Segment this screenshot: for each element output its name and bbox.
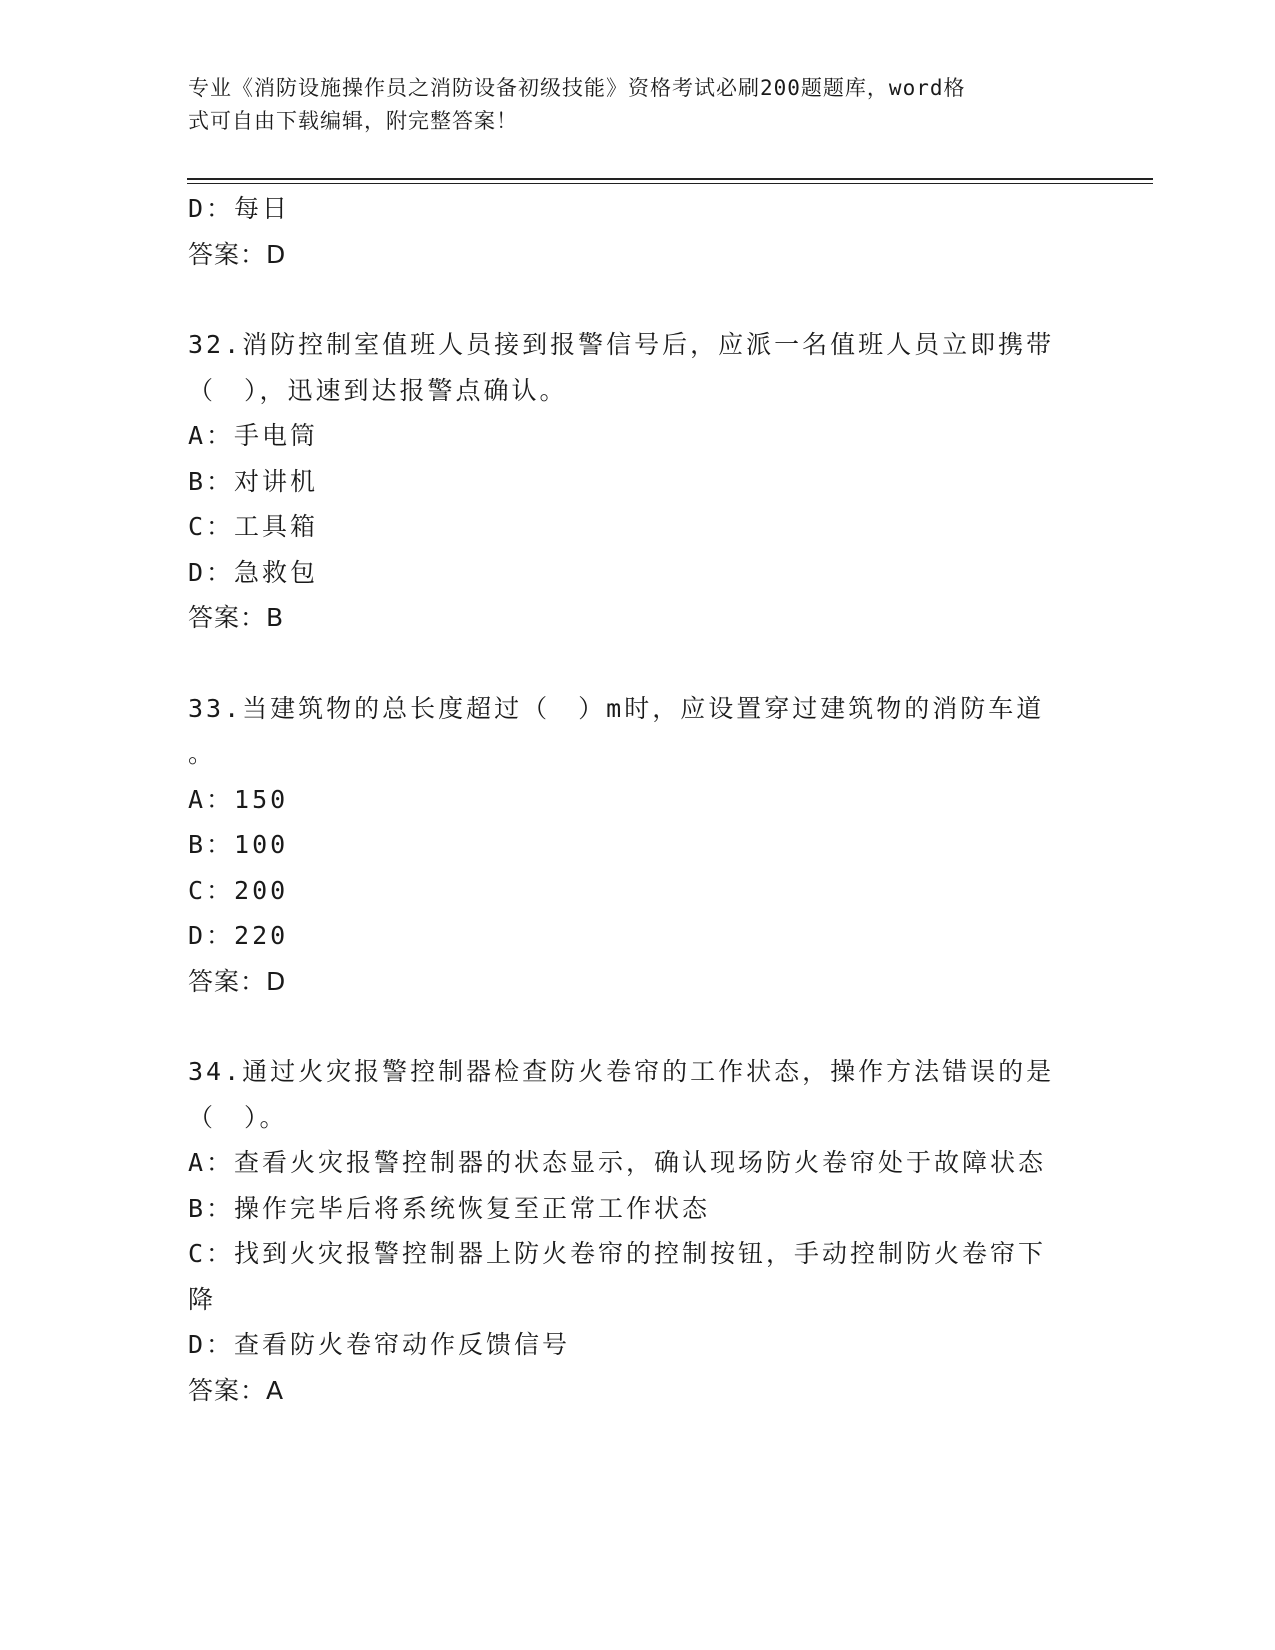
question-33 — [188, 686, 1088, 1005]
question-stem: 32.消防控制室值班人员接到报警信号后，应派一名值班人员立即携带 — [188, 330, 1055, 359]
spacer — [188, 277, 1088, 322]
answer-line: 答案：B — [188, 603, 285, 632]
option-b: B：操作完毕后将系统恢复至正常工作状态 — [188, 1193, 711, 1223]
option-d: D：220 — [188, 921, 289, 950]
question-stem: 34.通过火灾报警控制器检查防火卷帘的工作状态，操作方法错误的是 — [188, 1057, 1055, 1086]
question-stem-continued: 。 — [188, 739, 217, 768]
answer-line: 答案：A — [188, 1375, 285, 1405]
answer-line: 答案：D — [188, 239, 287, 269]
option-b: B：100 — [188, 830, 289, 859]
previous-question-tail — [188, 186, 1088, 277]
spacer — [188, 1004, 1088, 1049]
question-34 — [188, 1049, 1088, 1413]
option-d: D：急救包 — [188, 557, 319, 587]
header-divider-thin — [187, 183, 1153, 184]
document-header — [188, 72, 1068, 138]
question-stem-continued: （ ）。 — [188, 1102, 288, 1132]
option-d: D：每日 — [188, 194, 291, 223]
question-stem: 33.当建筑物的总长度超过（ ）m时，应设置穿过建筑物的消防车道 — [188, 693, 1045, 723]
option-d: D：查看防火卷帘动作反馈信号 — [188, 1330, 571, 1359]
question-32 — [188, 322, 1088, 641]
option-c-continued: 降 — [188, 1284, 217, 1314]
header-line-2: 式可自由下载编辑，附完整答案！ — [188, 109, 518, 133]
option-c: C：找到火灾报警控制器上防火卷帘的控制按钮，手动控制防火卷帘下 — [188, 1239, 1047, 1268]
option-b: B：对讲机 — [188, 466, 319, 496]
option-a: A：手电筒 — [188, 421, 319, 450]
option-c: C：工具箱 — [188, 512, 319, 541]
option-a: A：查看火灾报警控制器的状态显示，确认现场防火卷帘处于故障状态 — [188, 1148, 1047, 1177]
header-line-1: 专业《消防设施操作员之消防设备初级技能》资格考试必刷200题题库，word格 — [188, 76, 966, 100]
option-a: A：150 — [188, 784, 289, 814]
header-divider-thick — [187, 178, 1153, 180]
spacer — [188, 641, 1088, 686]
option-c: C：200 — [188, 875, 289, 905]
question-list — [188, 186, 1088, 1413]
question-stem-continued: （ ），迅速到达报警点确认。 — [188, 375, 568, 405]
answer-line: 答案：D — [188, 966, 287, 996]
